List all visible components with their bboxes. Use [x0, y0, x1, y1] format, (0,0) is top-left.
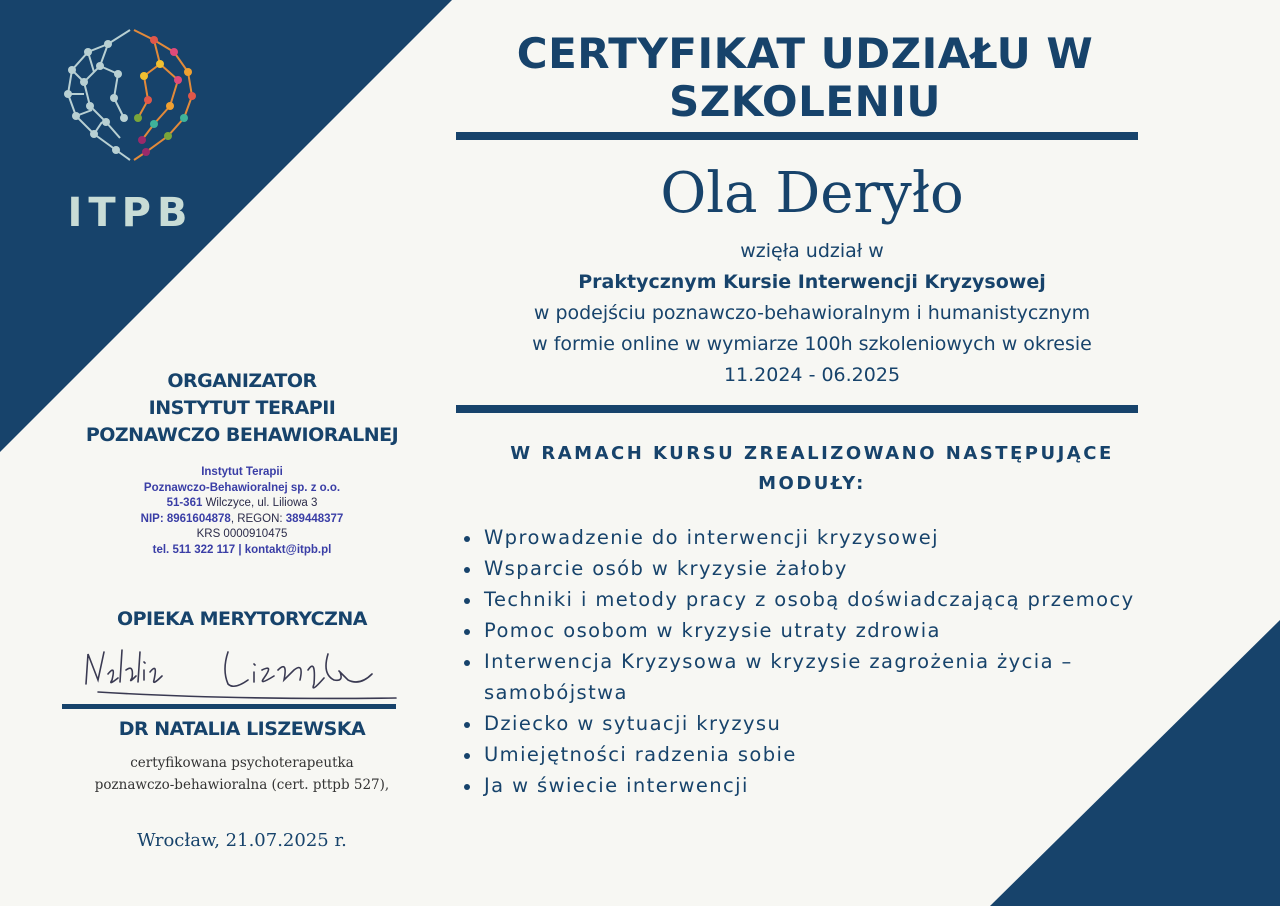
modules-heading: W RAMACH KURSU ZREALIZOWANO NASTĘPUJĄCE MODUŁY:	[510, 443, 1114, 494]
doctor-name: DR NATALIA LISZEWSKA	[118, 718, 366, 740]
body-line-4: w formie online w wymiarze 100h szkoleniowych w okresie	[532, 333, 1092, 355]
certificate-body	[464, 236, 1160, 391]
module-item: Interwencja Kryzysowa w kryzysie zagrożenia życia – samobójstwa	[460, 646, 1200, 708]
module-item: Wsparcie osób w kryzysie żałoby	[460, 553, 1200, 584]
stamp-line-5: KRS 0000910475	[196, 528, 288, 540]
title-divider	[456, 132, 1138, 140]
company-stamp	[40, 465, 444, 558]
module-item: Pomoc osobom w kryzysie utraty zdrowia	[460, 615, 1200, 646]
organizer-block	[40, 368, 444, 558]
stamp-line-1: Instytut Terapii	[201, 466, 283, 478]
body-divider	[456, 405, 1138, 413]
module-item: Ja w świecie interwencji	[460, 770, 1200, 801]
stamp-postcode: 51-361	[166, 497, 203, 509]
signature-line	[62, 704, 396, 709]
organizer-line-2: INSTYTUT TERAPII	[148, 397, 336, 419]
modules-list	[460, 522, 1200, 801]
logo-text: ITPB	[67, 190, 194, 236]
stamp-address: Wilczyce, ul. Liliowa 3	[205, 497, 318, 509]
certificate-title: CERTYFIKAT UDZIAŁU W SZKOLENIU	[516, 29, 1094, 126]
handwritten-signature	[78, 640, 408, 706]
stamp-regon: 389448377	[285, 512, 344, 525]
stamp-nip: NIP: 8961604878	[140, 512, 231, 525]
course-period: 11.2024 - 06.2025	[723, 364, 901, 386]
itpb-logo	[58, 22, 203, 236]
organizer-line-3: POZNAWCZO BEHAWIORALNEJ	[85, 424, 399, 446]
brain-network-icon	[58, 22, 203, 172]
stamp-line-2: Poznawczo-Behawioralnej sp. z o.o.	[143, 481, 341, 494]
credentials-line-1: certyfikowana psychoterapeutka	[130, 755, 354, 771]
module-item: Techniki i metody pracy z osobą doświadczającą przemocy	[460, 584, 1200, 615]
module-item: Dziecko w sytuacji kryzysu	[460, 708, 1200, 739]
course-name: Praktycznym Kursie Interwencji Kryzysowej	[578, 271, 1046, 293]
module-item: Umiejętności radzenia sobie	[460, 739, 1200, 770]
organizer-line-1: ORGANIZATOR	[167, 370, 317, 392]
stamp-regon-label: , REGON:	[230, 512, 286, 525]
stamp-line-6: tel. 511 322 117 | kontakt@itpb.pl	[152, 543, 332, 556]
stamp-line-4	[40, 512, 444, 528]
place-date: Wrocław, 21.07.2025 r.	[137, 830, 347, 851]
stamp-line-3	[40, 496, 444, 512]
doctor-credentials	[20, 752, 464, 796]
organizer-heading	[40, 368, 444, 449]
credentials-line-2: poznawczo-behawioralna (cert. pttpb 527),	[94, 777, 390, 793]
body-line-3: w podejściu poznawczo-behawioralnym i humanistycznym	[533, 302, 1091, 324]
recipient-name: Ola Deryło	[660, 161, 964, 226]
merit-label: OPIEKA MERYTORYCZNA	[116, 608, 367, 630]
module-item: Wprowadzenie do interwencji kryzysowej	[460, 522, 1200, 553]
body-line-1: wzięła udział w	[740, 240, 884, 262]
certificate-main	[440, 30, 1160, 499]
